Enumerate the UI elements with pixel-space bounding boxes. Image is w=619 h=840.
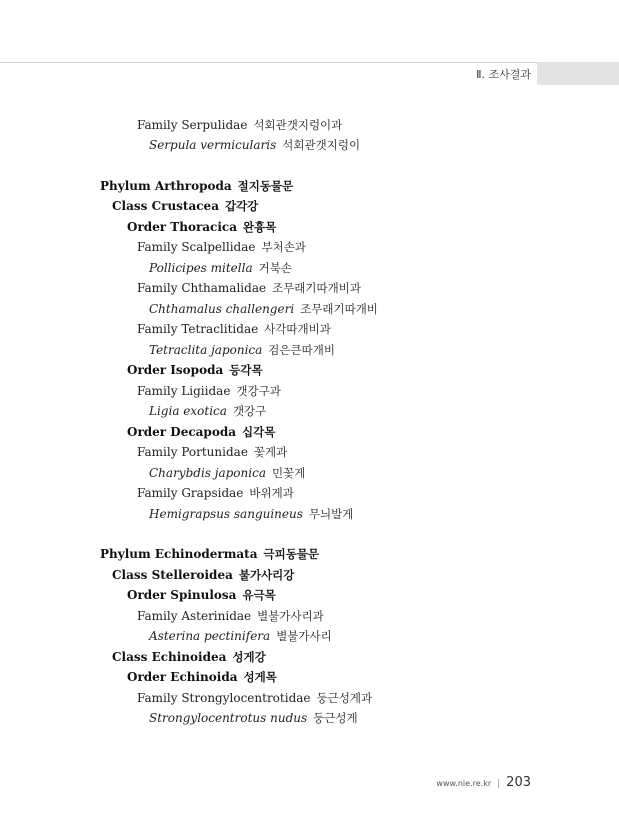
taxon-korean-name: 유극목 (242, 588, 276, 602)
taxon-phylum (100, 178, 293, 194)
taxon-korean-name: 무늬발게 (308, 507, 354, 521)
taxon-korean-name: 불가사리강 (238, 568, 295, 582)
footer-url: www.nie.re.kr (436, 779, 492, 788)
taxon-latin-name: Family Tetraclitidae (137, 322, 259, 336)
taxon-korean-name: 별불가사리과 (257, 609, 324, 623)
taxon-species (149, 628, 332, 644)
taxon-latin-name: Order Decapoda (127, 425, 236, 439)
taxon-latin-name: Order Spinulosa (127, 588, 237, 602)
taxon-korean-name: 석회관갯지렁이과 (253, 118, 343, 132)
taxon-order (127, 362, 263, 378)
taxon-family (137, 690, 372, 706)
header-tab-block (537, 62, 619, 85)
taxon-order (127, 424, 275, 440)
taxon-class (112, 198, 258, 214)
taxon-korean-name: 별불가사리 (276, 629, 332, 643)
taxon-korean-name: 부처손과 (261, 240, 306, 254)
taxon-korean-name: 성게목 (243, 670, 277, 684)
taxon-latin-name: Chthamalus challengeri (149, 302, 295, 316)
taxon-order (127, 669, 277, 685)
taxon-family (137, 444, 287, 460)
taxon-species (149, 137, 360, 153)
taxon-latin-name: Charybdis japonica (149, 466, 266, 480)
taxon-korean-name: 갯강구과 (236, 384, 281, 398)
taxon-family (137, 280, 361, 296)
taxon-latin-name: Asterina pectinifera (149, 629, 271, 643)
taxon-korean-name: 둥근성게과 (316, 691, 373, 705)
taxon-korean-name: 거북손 (258, 261, 292, 275)
taxon-korean-name: 조무래기따개비 (300, 302, 378, 316)
taxon-species (149, 342, 335, 358)
taxon-family (137, 321, 331, 337)
taxon-korean-name: 둥근성게 (313, 711, 358, 725)
taxon-korean-name: 조무래기따개비과 (272, 281, 361, 295)
taxon-latin-name: Tetraclita japonica (149, 343, 263, 357)
taxon-species (149, 465, 305, 481)
taxon-latin-name: Order Echinoida (127, 670, 238, 684)
taxon-korean-name: 완흉목 (243, 220, 277, 234)
taxon-korean-name: 갑각강 (224, 199, 259, 213)
taxon-species (149, 301, 378, 317)
taxon-latin-name: Ligia exotica (149, 404, 227, 418)
taxon-latin-name: Hemigrapsus sanguineus (149, 507, 303, 521)
taxon-latin-name: Family Asterinidae (137, 609, 252, 623)
taxon-class (112, 649, 266, 665)
taxon-latin-name: Family Scalpellidae (137, 240, 256, 254)
taxon-korean-name: 석회관갯지렁이 (282, 138, 361, 152)
page-number: 203 (506, 775, 531, 790)
taxon-species (149, 506, 353, 522)
taxon-order (127, 219, 276, 235)
taxon-phylum (100, 546, 319, 562)
taxon-latin-name: Pollicipes mitella (149, 261, 253, 275)
taxon-korean-name: 성게강 (232, 650, 266, 664)
taxon-latin-name: Serpula vermicularis (149, 138, 277, 152)
taxon-korean-name: 사각따개비과 (264, 322, 331, 336)
taxon-korean-name: 바위게과 (249, 486, 294, 500)
taxon-order (127, 587, 276, 603)
taxon-latin-name: Order Thoracica (127, 220, 238, 234)
taxon-species (149, 403, 266, 419)
taxon-latin-name: Family Grapsidae (137, 486, 244, 500)
taxon-species (149, 710, 358, 726)
taxon-latin-name: Family Chthamalidae (137, 281, 267, 295)
footer-separator: | (497, 779, 501, 789)
taxon-family (137, 608, 324, 624)
taxon-latin-name: Phylum Arthropoda (100, 179, 232, 193)
taxon-korean-name: 검은큰따개비 (268, 343, 335, 357)
taxon-class (112, 567, 294, 583)
taxon-latin-name: Phylum Echinodermata (100, 547, 258, 561)
taxon-latin-name: Family Ligiidae (137, 384, 231, 398)
taxon-korean-name: 극피동물문 (263, 547, 320, 561)
taxon-species (149, 260, 292, 276)
section-header: Ⅱ. 조사결과 (476, 68, 531, 81)
taxon-korean-name: 등각목 (229, 363, 263, 377)
taxon-korean-name: 갯강구 (232, 404, 267, 418)
header-rule (0, 62, 537, 63)
taxon-korean-name: 절지동물문 (237, 179, 294, 193)
taxon-latin-name: Class Crustacea (112, 199, 219, 213)
taxon-family (137, 485, 294, 501)
taxon-latin-name: Class Echinoidea (112, 650, 227, 664)
taxon-korean-name: 꽃게과 (253, 445, 288, 459)
taxon-family (137, 239, 306, 255)
taxon-latin-name: Order Isopoda (127, 363, 224, 377)
taxon-korean-name: 민꽃게 (271, 466, 306, 480)
page-footer (436, 772, 531, 790)
taxon-latin-name: Strongylocentrotus nudus (149, 711, 308, 725)
taxon-latin-name: Family Strongylocentrotidae (137, 691, 311, 705)
taxon-latin-name: Family Portunidae (137, 445, 248, 459)
taxon-latin-name: Family Serpulidae (137, 118, 248, 132)
taxon-family (137, 383, 281, 399)
taxon-korean-name: 십각목 (241, 425, 276, 439)
taxon-family (137, 117, 342, 133)
taxon-latin-name: Class Stelleroidea (112, 568, 233, 582)
